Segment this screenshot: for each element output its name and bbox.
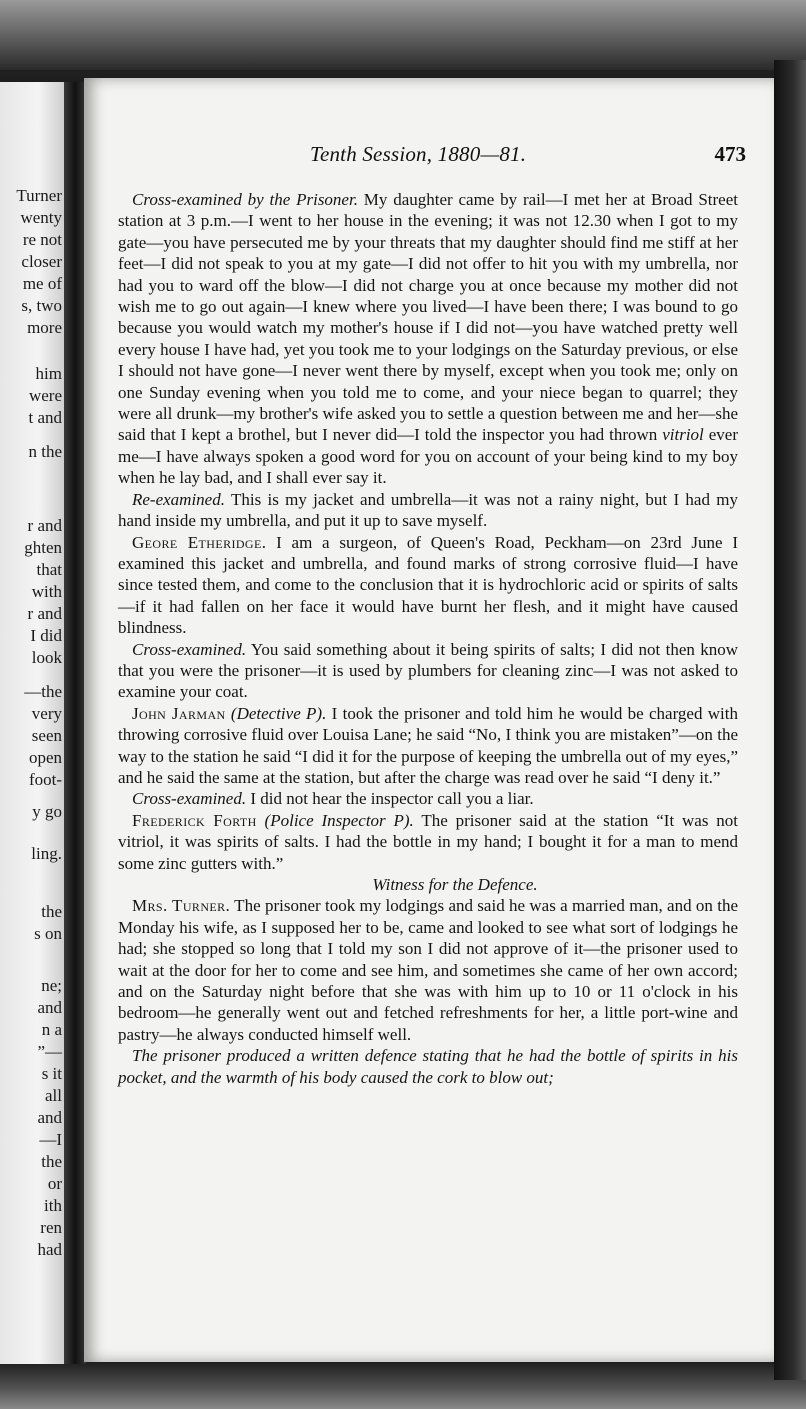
left-page-fragment: closer [21, 252, 62, 271]
scan-top-edge [0, 0, 806, 70]
left-page-fragment: ne; [41, 976, 62, 995]
paragraph-cross-examined-jarman [118, 788, 738, 809]
left-page-fragment: more [27, 318, 62, 337]
left-page-fragment: s, two [21, 296, 62, 315]
page-body [118, 189, 738, 1088]
witness-name: Geore Etheridge. [132, 532, 267, 552]
paragraph-witness-etheridge [118, 532, 738, 639]
witness-name: John Jarman [132, 703, 226, 723]
left-page-fragment: ith [44, 1196, 62, 1215]
left-page-fragment: I did [30, 626, 62, 645]
left-page-fragment: all [45, 1086, 62, 1105]
paragraph-text: I took the prisoner and told him he would be charged with throwing corrosive fluid over Louisa Lane; he said “No, I think you are mistaken”—on the way to the station he said “I did it for the purpose of keeping the umbrella out of my eyes,” and he said the same at the station, but after the charge was read over he said “I deny it.” [118, 703, 738, 787]
paragraph-text: The prisoner said at the station “It was not vitriol, it was spirits of salts. I had the bottle in my hand; I bought it for a man to mend some zinc gutters with.” [118, 810, 739, 873]
paragraph-witness-forth [118, 810, 738, 874]
left-page-fragment: ”— [37, 1042, 62, 1061]
paragraph-witness-jarman [118, 703, 738, 789]
facing-left-page [0, 82, 64, 1364]
paragraph-re-examined [118, 489, 738, 532]
paragraph-cross-examined-etheridge [118, 639, 738, 703]
paragraph-text: This is my jacket and umbrella—it was not a rainy night, but I had my hand inside my umbrella, and put it up to save myself. [118, 489, 738, 531]
witness-role: (Detective P). [230, 703, 327, 723]
page-473 [84, 78, 774, 1362]
left-page-fragment: n the [28, 442, 62, 461]
left-page-fragment: t and [28, 408, 62, 427]
left-page-fragment: re not [22, 230, 62, 249]
left-page-fragment: —the [24, 682, 62, 701]
left-page-fragment: had [37, 1240, 62, 1259]
left-page-fragment: r and [27, 516, 62, 535]
left-page-fragment: me of [22, 274, 62, 293]
left-page-fragment: the [41, 1152, 62, 1171]
witness-name: Frederick Forth [132, 810, 257, 830]
section-label: Cross-examined by the Prisoner. [132, 190, 358, 209]
paragraph-text: My daughter came by rail—I met her at Broad Street station at 3 p.m.—I went to her house in the evening; it was not 12.30 when I got to my gate—you have persecuted me by your threats that my daughter should find me stiff at her feet—I did not speak to you at my gate—I did not offer to hit you with my umbrella, nor had you to ward off the blow—I did not charge you at once because my mother did not wish me to go out again—I knew where you lived—I have been there; I was bound to go because you would watch my mother's house if I did not—you have watched pretty well every house I have had, yet you took me to your lodgings on the Saturday previous, or else I should not have gone—I never went there by myself, except when you took me; only on one Sunday evening when you told me to come, and your niece began to quarrel; they were all drunk—my brother's wife asked you to settle a question between me and her—she said that I kept a brothel, but I never did—I told the inspector you had thrown [118, 190, 738, 445]
left-page-fragment: ling. [31, 844, 62, 863]
left-page-fragment: Turner [16, 186, 62, 205]
section-label: Re-examined. [132, 489, 225, 509]
scan-bottom-edge [0, 1360, 806, 1409]
witness-role: (Police Inspector P). [264, 810, 414, 830]
left-page-fragment: n a [41, 1020, 62, 1039]
book-gutter [64, 82, 86, 1364]
left-page-fragment: open [28, 748, 62, 767]
left-page-fragment: that [36, 560, 62, 579]
left-page-fragment: s on [34, 924, 62, 943]
paragraph-text: ever me—I have always spoken a good word for you on account of your being kind to my boy when he lay bad, and I shall ever say it. [118, 425, 738, 488]
left-page-fragment: and [37, 1108, 62, 1127]
left-page-fragment: and [37, 998, 62, 1017]
italic-word: vitriol [662, 425, 704, 445]
left-page-fragment: or [47, 1174, 62, 1193]
section-label: Cross-examined. [132, 639, 247, 659]
left-page-fragment: y go [32, 802, 62, 821]
left-page-fragment: very [31, 704, 62, 723]
running-title: Tenth Session, 1880—81. [310, 142, 527, 166]
left-page-fragment: ren [40, 1218, 62, 1237]
left-page-fragment: were [28, 386, 62, 405]
section-label: Cross-examined. [132, 789, 247, 809]
left-page-fragment: seen [31, 726, 62, 745]
paragraph-text: The prisoner took my lodgings and said he was a married man, and on the Monday his wife, as I supposed her to be, came and looked to see what sort of lodgings he had; she stopped so long that I told my son I did not approve of it—the prisoner used to wait at the door for her to come and see him, and sometimes she came of her own accord; and on the Saturday night before that she was with him up to 10 or 11 o'clock in his bedroom—he generally went out and fetched refreshments for her, a little port-wine and pastry—he always conducted himself well. [118, 896, 738, 1044]
left-page-fragment: —I [39, 1130, 62, 1149]
paragraph-text: I did not hear the inspector call you a liar. [246, 789, 534, 809]
paragraph-prisoner-defence: The prisoner produced a written defence stating that he had the bottle of spirits in his pocket, and the warmth of his body caused the cork to blow out; [118, 1046, 738, 1087]
book-right-edge [774, 60, 806, 1380]
page-header [84, 142, 774, 172]
left-page-fragment: wenty [20, 208, 62, 227]
left-page-fragment: ghten [24, 538, 62, 557]
paragraph-cross-examined-by-prisoner [118, 189, 738, 489]
left-page-fragment: s it [41, 1064, 62, 1083]
heading-witness-for-defence: Witness for the Defence. [372, 875, 538, 894]
paragraph-text: You said something about it being spirits of salts; I did not then know that you were the prisoner—it is used by plumbers for cleaning zinc—I was not asked to examine your coat. [118, 639, 738, 702]
left-page-fragment: foot- [28, 770, 62, 789]
witness-name: Mrs. Turner. [132, 896, 231, 916]
paragraph-text: I am a surgeon, of Queen's Road, Peckham—on 23rd June I examined this jacket and umbrella, and found marks of strong corrosive fluid—I have since tested them, and come to the conclusion that it is hydrochloric acid or spirits of salts—if it had fallen on her face it would have burnt her flesh, and it might have caused blindness. [118, 532, 738, 638]
left-page-fragment: him [35, 364, 62, 383]
left-page-fragment: look [31, 648, 62, 667]
page-number: 473 [714, 142, 746, 166]
paragraph-witness-turner [118, 895, 738, 1045]
left-page-fragment: the [41, 902, 62, 921]
left-page-fragment: r and [27, 604, 62, 623]
left-page-fragment: with [31, 582, 62, 601]
